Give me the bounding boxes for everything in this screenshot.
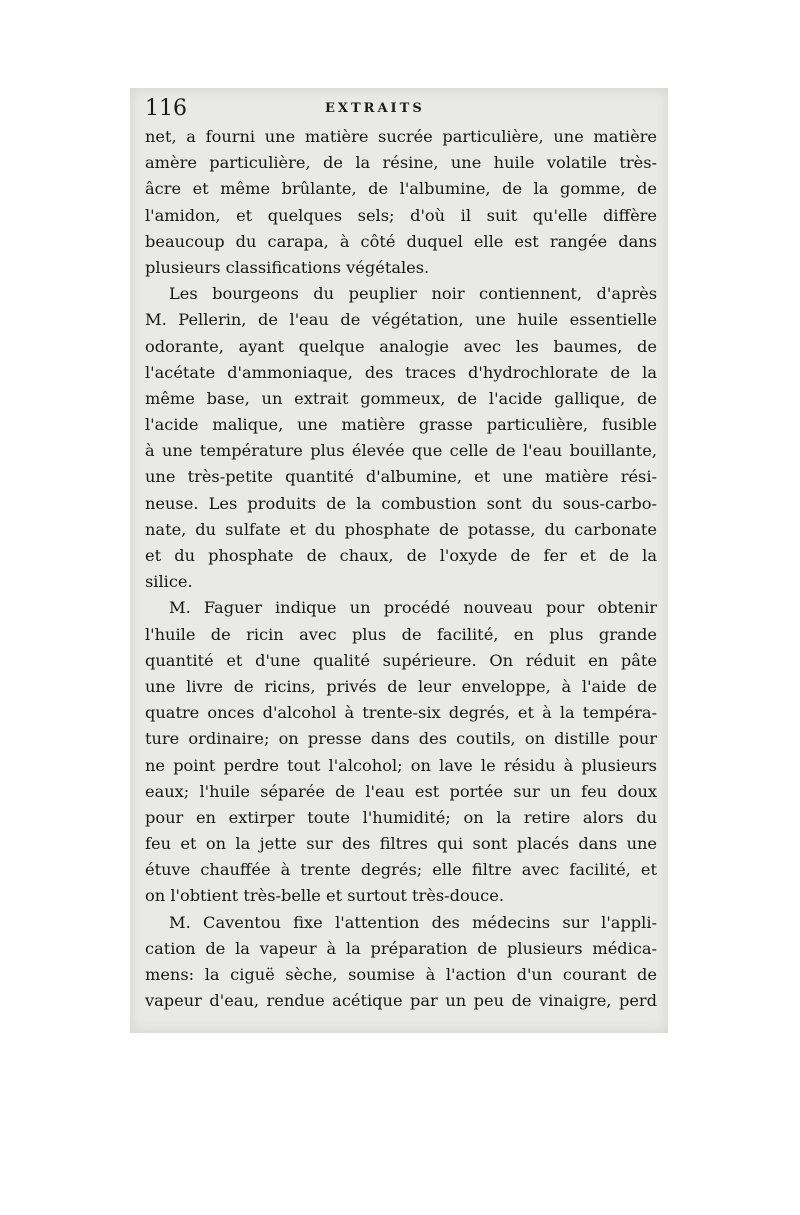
text-line: et du phosphate de chaux, de l'oxyde de fer et de la [145, 546, 657, 565]
text-line: on l'obtient très-belle et surtout très-douce. [145, 886, 504, 906]
text-line: neuse. Les produits de la combustion sont du sous-carbo- [145, 493, 657, 513]
text-line: même base, un extrait gommeux, de l'acide gallique, de [145, 388, 657, 408]
text-line: une livre de ricins, privés de leur enveloppe, à l'aide de [145, 676, 657, 696]
text-line: ne point perdre tout l'alcohol; on lave le résidu à plusieurs [145, 755, 657, 775]
text-line: vapeur d'eau, rendue acétique par un peu de vinaigre, perd [145, 991, 657, 1011]
text-line: Les bourgeons du peuplier noir contiennent, d'après [169, 284, 657, 304]
page-number: 116 [145, 96, 187, 121]
text-line: ture ordinaire; on presse dans des coutils, on distille pour [145, 729, 657, 749]
text-line: M. Caventou fixe l'attention des médecins sur l'appli- [169, 912, 657, 932]
text-line: mens: la ciguë sèche, soumise à l'action d'un courant de [145, 965, 657, 984]
text-line: odorante, ayant quelque analogie avec les baumes, de [145, 336, 657, 356]
text-line: quatre onces d'alcohol à trente-six degrés, et à la tempéra- [145, 703, 657, 723]
text-line: M. Pellerin, de l'eau de végétation, une huile essentielle [145, 310, 657, 330]
text-line: beaucoup du carapa, à côté duquel elle est rangée dans [145, 231, 657, 251]
text-line: étuve chauffée à trente degrés; elle filtre avec facilité, et [145, 860, 657, 880]
text-line: une très-petite quantité d'albumine, et une matière rési- [145, 467, 657, 487]
body-text [145, 124, 657, 1014]
text-line: l'amidon, et quelques sels; d'où il suit qu'elle diffère [145, 205, 657, 225]
text-line: net, a fourni une matière sucrée particulière, une matière [145, 127, 657, 146]
text-line: quantité et d'une qualité supérieure. On réduit en pâte [145, 650, 657, 670]
page-header [145, 96, 655, 124]
text-line: M. Faguer indique un procédé nouveau pour obtenir [169, 598, 657, 618]
running-head: EXTRAITS [325, 101, 425, 116]
text-line: à une température plus élevée que celle de l'eau bouillante, [145, 441, 657, 461]
text-line: l'huile de ricin avec plus de facilité, en plus grande [145, 624, 657, 644]
text-line: l'acétate d'ammoniaque, des traces d'hydrochlorate de la [145, 362, 657, 382]
text-line: cation de la vapeur à la préparation de plusieurs médica- [145, 938, 657, 958]
text-line: nate, du sulfate et du phosphate de potasse, du carbonate [145, 519, 657, 539]
text-line: l'acide malique, une matière grasse particulière, fusible [145, 415, 657, 435]
text-line: feu et on la jette sur des filtres qui sont placés dans une [145, 834, 657, 854]
text-line: eaux; l'huile séparée de l'eau est portée sur un feu doux [145, 781, 657, 801]
text-line: pour en extirper toute l'humidité; on la retire alors du [145, 807, 657, 827]
text-line: silice. [145, 572, 193, 592]
text-line: amère particulière, de la résine, une huile volatile très- [145, 153, 657, 173]
text-line: plusieurs classifications végétales. [145, 257, 430, 277]
text-line: âcre et même brûlante, de l'albumine, de la gomme, de [145, 179, 657, 199]
